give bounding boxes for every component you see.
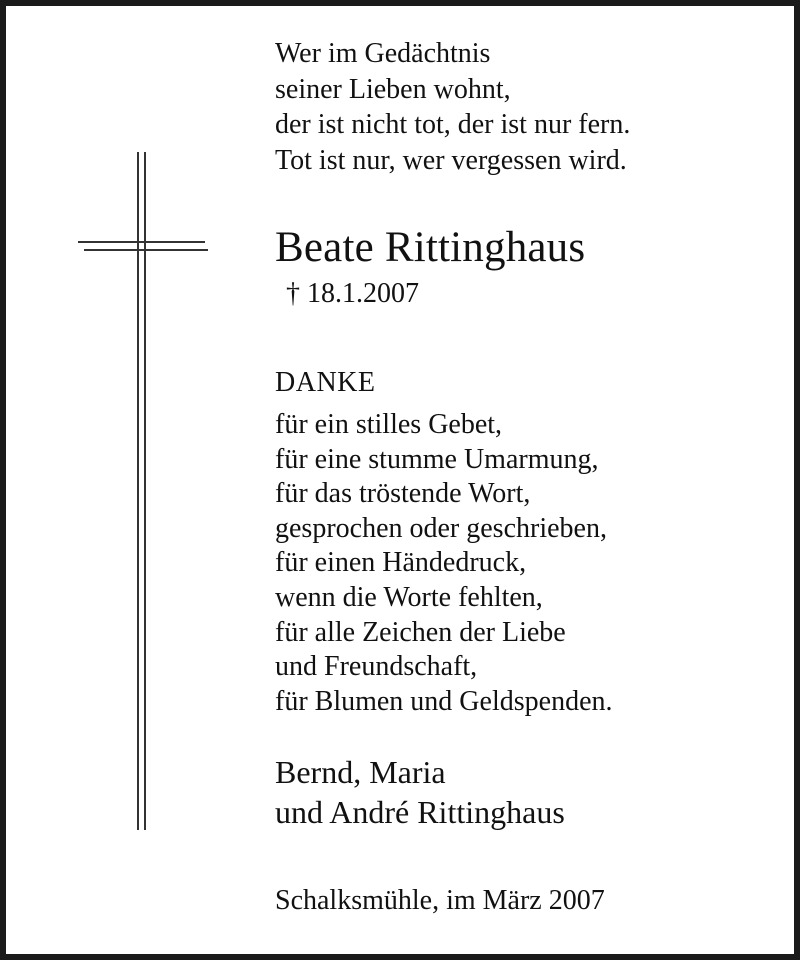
motto-line: Tot ist nur, wer vergessen wird. (275, 144, 627, 176)
thanks-line: für das tröstende Wort, (275, 478, 531, 510)
signer-line: Bernd, Maria (275, 754, 446, 790)
thanks-line: wenn die Worte fehlten, (275, 581, 543, 613)
memorial-motto (275, 36, 630, 178)
motto-line: der ist nicht tot, der ist nur fern. (275, 109, 631, 140)
thanks-line: für ein stilles Gebet, (275, 409, 503, 440)
deceased-name: Beate Rittinghaus (275, 224, 586, 271)
death-date: † 18.1.2007 (286, 278, 419, 309)
signers (275, 752, 565, 832)
motto-line: seiner Lieben wohnt, (275, 73, 511, 105)
thanks-line: für Blumen und Geldspenden. (275, 685, 613, 717)
thanks-line: gesprochen oder geschrieben, (275, 512, 607, 544)
signer-line: und André Rittinghaus (275, 794, 565, 830)
thanks-text (275, 408, 613, 719)
thanks-line: für alle Zeichen der Liebe (275, 616, 566, 648)
thanks-line: für eine stumme Umarmung, (275, 443, 599, 475)
thanks-line: für einen Händedruck, (275, 547, 527, 579)
thanks-line: und Freundschaft, (275, 651, 478, 683)
thanks-title: DANKE (275, 367, 376, 398)
place-date: Schalksmühle, im März 2007 (275, 885, 605, 916)
motto-line: Wer im Gedächtnis (275, 38, 491, 69)
